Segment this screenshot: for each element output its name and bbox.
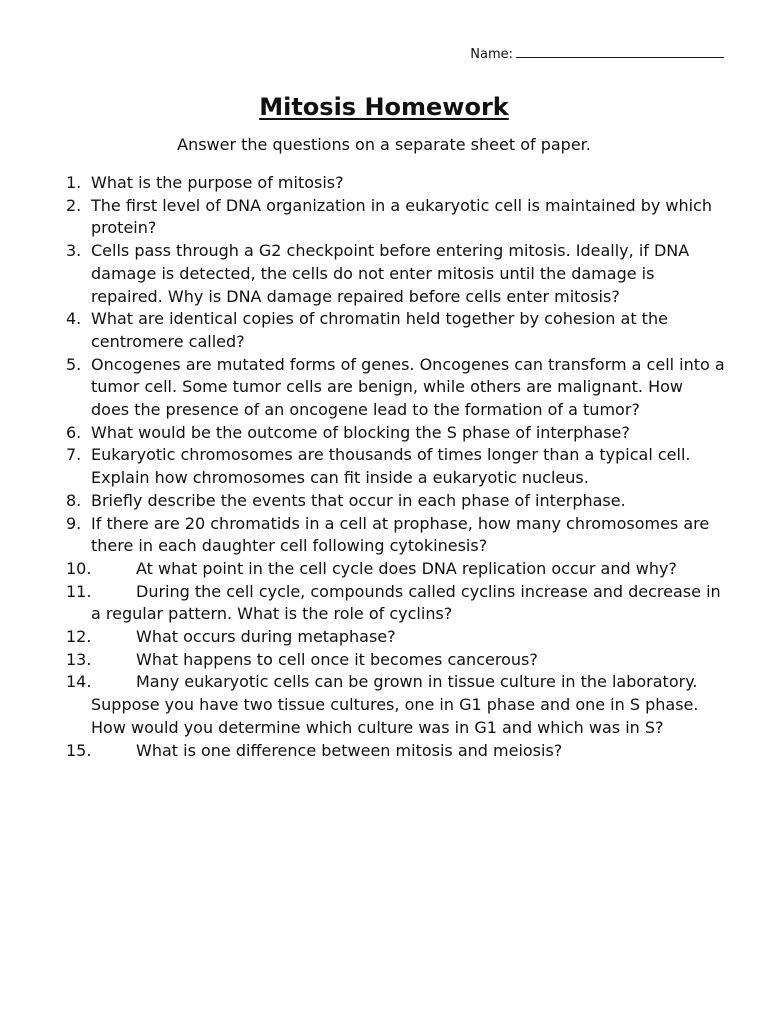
name-field — [470, 45, 724, 64]
question-item — [66, 172, 726, 195]
question-text: The first level of DNA organization in a eukaryotic cell is maintained by which protein? — [91, 195, 713, 238]
question-number: 11. — [66, 581, 92, 601]
question-text: During the cell cycle, compounds called cyclins increase and decrease in a regular pattern. What is the role of cyclins? — [91, 581, 721, 624]
question-text: What is one difference between mitosis and meiosis? — [136, 740, 563, 760]
question-number: 13. — [66, 649, 92, 669]
instructions: Answer the questions on a separate sheet of paper. — [177, 135, 591, 154]
question-text: What are identical copies of chromatin held together by cohesion at the centromere called? — [91, 309, 668, 351]
question-text: What would be the outcome of blocking the S phase of interphase? — [91, 422, 630, 442]
question-item — [66, 444, 726, 489]
question-number: 14. — [66, 672, 92, 692]
name-blank-line — [516, 45, 724, 58]
question-number: 2. — [66, 195, 82, 215]
question-text: At what point in the cell cycle does DNA replication occur and why? — [136, 558, 677, 578]
question-number: 8. — [66, 490, 82, 510]
question-text: If there are 20 chromatids in a cell at prophase, how many chromosomes are there in each daughter cell following cytokinesis? — [91, 513, 710, 556]
question-text: What occurs during metaphase? — [136, 627, 396, 647]
question-number: 4. — [66, 309, 82, 329]
question-item — [66, 422, 726, 445]
question-number: 6. — [66, 422, 82, 442]
question-item — [66, 649, 726, 672]
question-text: Many eukaryotic cells can be grown in tissue culture in the laboratory. Suppose you have two tissue cultures, one in G1 phase and one in S phase. How would you determine which culture was in G1 and which was in S? — [91, 672, 699, 737]
question-text: Cells pass through a G2 checkpoint before entering mitosis. Ideally, if DNA damage is detected, the cells do not enter mitosis until the damage is repaired. Why is DNA damage repaired before cells enter mitosis? — [91, 241, 690, 306]
question-number: 1. — [66, 173, 82, 192]
question-text: Eukaryotic chromosomes are thousands of times longer than a typical cell. Explain how chromosomes can fit inside a eukaryotic nucleus. — [91, 445, 691, 488]
question-number: 15. — [66, 740, 92, 760]
question-item — [66, 558, 726, 581]
page-title: Mitosis Homework — [259, 93, 509, 121]
question-number: 3. — [66, 241, 82, 261]
question-item — [66, 308, 726, 353]
question-item — [66, 581, 726, 626]
question-item — [66, 240, 726, 308]
name-label: Name: — [470, 47, 513, 62]
question-number: 9. — [66, 513, 82, 533]
question-item — [66, 671, 726, 739]
question-list — [66, 172, 726, 762]
question-text: Briefly describe the events that occur in each phase of interphase. — [91, 490, 626, 510]
question-number: 12. — [66, 627, 92, 647]
question-number: 10. — [66, 558, 92, 578]
question-text: What is the purpose of mitosis? — [91, 173, 344, 192]
question-item — [66, 740, 726, 763]
question-item — [66, 490, 726, 513]
question-text: Oncogenes are mutated forms of genes. Oncogenes can transform a cell into a tumor cell. Some tumor cells are benign, while others are malignant. How does the presence of an oncogene lead to the formation of a tumor? — [91, 354, 725, 420]
question-item — [66, 626, 726, 649]
question-item — [66, 354, 726, 422]
question-item — [66, 195, 726, 240]
question-number: 5. — [66, 354, 82, 374]
question-item — [66, 513, 726, 558]
question-text: What happens to cell once it becomes cancerous? — [136, 649, 538, 669]
question-number: 7. — [66, 445, 82, 465]
